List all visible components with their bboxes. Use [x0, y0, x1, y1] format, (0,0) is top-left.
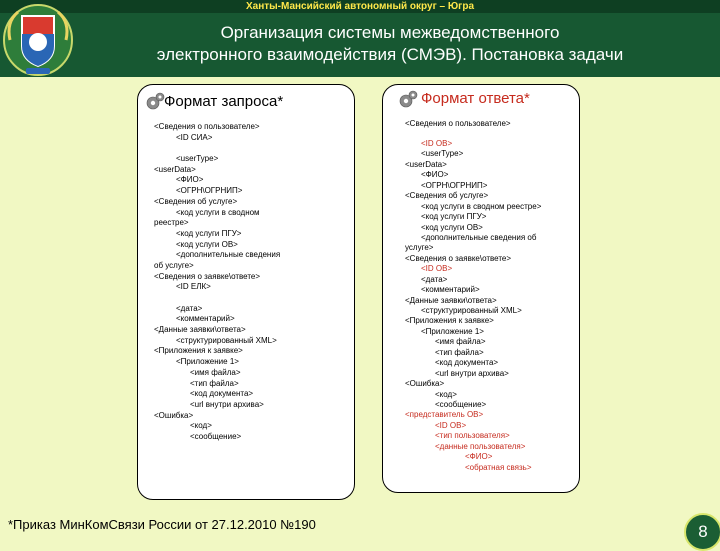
response-format-title: Формат ответа* [421, 90, 530, 107]
list-item: <ID СИА> [176, 132, 213, 142]
list-item: <сообщение> [435, 399, 487, 409]
list-item: <userType> [176, 154, 219, 164]
list-item: <комментарий> [176, 314, 235, 324]
header-bar [0, 0, 720, 77]
list-item: <ID ОВ> [421, 139, 453, 148]
region-name: Ханты-Мансийский автономный округ – Югра [245, 1, 475, 12]
title-line-2: электронного взаимодействия (СМЭВ). Постановка задачи [156, 45, 624, 64]
list-item: <userType> [421, 149, 464, 159]
list-item: <ФИО> [176, 175, 204, 185]
list-item: <код документа> [435, 358, 499, 368]
gear-icon [144, 91, 166, 113]
list-item: <данные пользователя> [435, 441, 526, 451]
list-item: <ФИО> [465, 452, 493, 462]
list-item: <сообщение> [190, 431, 242, 441]
list-item: <Данные заявки\ответа> [405, 295, 497, 305]
list-item [154, 143, 280, 154]
list-item: <Ошибка> [154, 410, 194, 420]
list-item [154, 293, 280, 304]
list-item: <обратная связь> [465, 462, 532, 472]
page-number-badge: 8 [684, 513, 720, 551]
list-item: <url внутри архива> [435, 368, 509, 378]
response-first-line: <Сведения о пользователе> [405, 119, 511, 128]
coat-of-arms-icon [2, 2, 74, 76]
list-item: <Сведения об услуге> [405, 191, 489, 201]
list-item: <ОГРН\ОГРНИП> [421, 180, 488, 190]
list-item: <имя файла> [435, 337, 486, 347]
list-item: <Ошибка> [405, 379, 445, 389]
title-line-1: Организация системы межведомственного [220, 23, 560, 42]
list-item: <структурированный XML> [176, 335, 277, 345]
response-format-panel [382, 84, 580, 493]
list-item: <Сведения о пользователе> [154, 122, 260, 131]
list-item: <структурированный XML> [421, 306, 522, 315]
list-item: <представитель ОВ> [405, 410, 484, 420]
list-item: реестре> [154, 218, 189, 228]
list-item: <дата> [176, 303, 203, 313]
list-item: <Данные заявки\ответа> [154, 325, 246, 335]
list-item: <код документа> [190, 389, 254, 399]
list-item: <userData> [405, 159, 447, 169]
list-item: <код> [435, 389, 457, 399]
list-item: <тип пользователя> [435, 431, 510, 441]
list-item: <ID ОВ> [435, 420, 467, 430]
request-format-panel [137, 84, 355, 500]
list-item: <комментарий> [421, 285, 480, 295]
list-item: <код услуги ОВ> [421, 222, 483, 232]
list-item: <ФИО> [421, 170, 449, 180]
list-item: <дополнительные сведения [176, 250, 281, 260]
list-item: <Приложение 1> [421, 326, 484, 336]
list-item: <тип файла> [190, 378, 239, 388]
list-item: <Сведения о заявке\ответе> [405, 253, 512, 263]
list-item: <код услуги в сводном [176, 207, 260, 217]
list-item: об услуге> [154, 260, 194, 270]
request-format-title: Формат запроса* [164, 93, 284, 110]
list-item: <дополнительные сведения об [421, 232, 537, 242]
list-item: <Приложение 1> [176, 357, 239, 367]
list-item: <код услуги в сводном реестре> [421, 201, 542, 211]
list-item: <код услуги ОВ> [176, 239, 238, 249]
list-item: <ID ЕЛК> [176, 282, 211, 292]
list-item: <имя файла> [190, 367, 241, 377]
list-item: <код услуги ПГУ> [176, 228, 242, 238]
request-field-list [154, 122, 280, 443]
list-item: <код> [190, 421, 212, 431]
list-item: <тип файла> [435, 347, 484, 357]
list-item: <userData> [154, 164, 196, 174]
gear-icon [397, 89, 419, 111]
list-item: <ОГРН\ОГРНИП> [176, 186, 243, 196]
footnote: *Приказ МинКомСвязи России от 27.12.2010 №190 [8, 517, 316, 532]
list-item: <код услуги ПГУ> [421, 212, 487, 222]
list-item: <ID ОВ> [421, 264, 453, 274]
list-item: <url внутри архива> [190, 399, 264, 409]
slide-title [80, 22, 700, 66]
list-item: <Приложения к заявке> [405, 316, 494, 326]
list-item: услуге> [405, 243, 434, 253]
list-item: <Сведения об услуге> [154, 196, 238, 206]
list-item: <Приложения к заявке> [154, 346, 243, 356]
list-item: <Сведения о заявке\ответе> [154, 271, 261, 281]
list-item: <дата> [421, 274, 448, 284]
response-field-list [405, 139, 541, 473]
